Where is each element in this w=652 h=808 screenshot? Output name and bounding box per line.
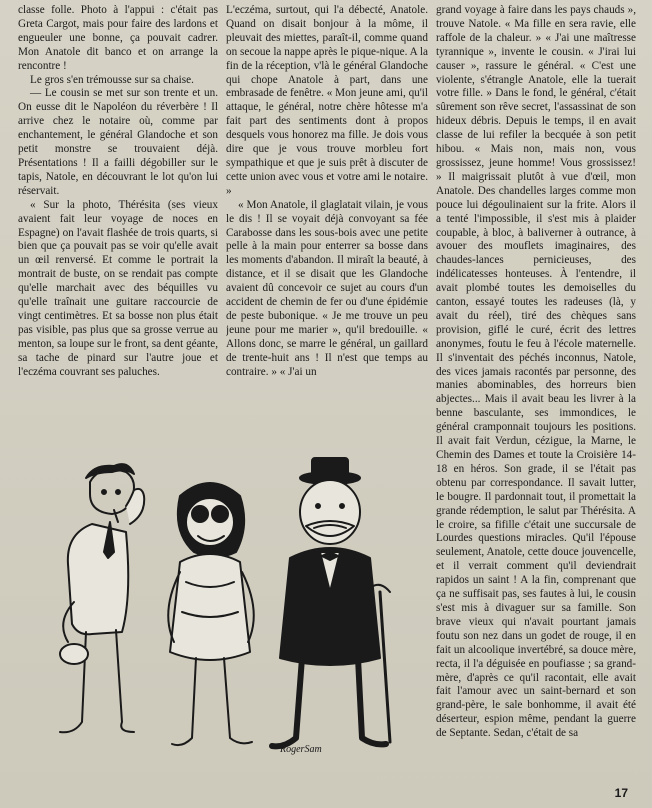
paragraph: classe folle. Photo à l'appui : c'était pas Greta Cargot, mais pour faire des lardons et engueuler une bonne, ça pouvait cadrer. Mon Anatole dit banco et on arrange la rencontre ! (18, 4, 218, 72)
paragraph: « Sur la photo, Thérésita (ses vieux avaient fait leur voyage de noces en Espagne) on l'avait flashée de trois quarts, si bien que ça pouvait pas se voir qu'elle avait un œil renversé. Et comme le portrait la montrait de buste, on se rendait pas compte qu'elle marchait avec des béquilles vu qu'elle traînait une guitare raccourcie de vingt centimètres. Et sa bosse non plus était pas visible, pas plus que sa grosse verrue au menton, sa loupe sur le front, sa dent géante, sa tache de pinard sur l'autre joue et l'eczéma couvrant ses paluches. (18, 198, 218, 378)
paragraph: « Mon Anatole, il glaglatait vilain, je vous le dis ! Il se voyait déjà convoyant sa fée Carabosse dans les sous-bois avec une petite pelle à la main pour enterrer sa bosse dans les moments d'abandon. Il miraît la beauté, à distance, et il se disait que les Glandoche avaient dû concevoir ce sujet au cours d'un accident de chemin de fer ou d'une épidémie de peste bubonique. « Je me trouve un peu jeune pour me marier », qu'il bredouille. « Allons donc, se marre le général, un gaillard de trente-huit ans ! Il n'est que temps au contraire. » « J'ai un (226, 198, 428, 378)
girl-figure (168, 483, 254, 745)
paragraph: Le gros s'en trémousse sur sa chaise. (30, 73, 194, 86)
page-number: 17 (614, 786, 628, 800)
paragraph: — Le cousin se met sur son trente et un. On eusse dit le Napoléon du réverbère ! Il arrive chez le notaire où, comme par enchantement, le général Glandoche et son petit monstre se trouvaient déjà. Présentations ! Il a failli dégobiller sur le tapis, Natole, en découvrant le lot qu'on lui réservait. (18, 87, 218, 197)
cartoon-illustration (30, 452, 410, 772)
general-figure (272, 458, 390, 746)
young-man-figure (60, 464, 144, 732)
text-column-1 (18, 4, 218, 464)
text-column-2 (226, 4, 428, 464)
paragraph: L'eczéma, surtout, qui l'a débecté, Anatole. Quand on disait bonjour à la môme, il pleuvait des miettes, paraît-il, comme quand on secoue la nappe après le pique-nique. A la fin de la réception, v'là le général Glandoche qui chope Anatole à part, dans une embrasade de fenêtre. « Mon jeune ami, qu'il attaque, le général, notre chère hôtesse m'a fait part des sentiments dont à propos desquels vous honorez ma fille. Je dois vous dire que je vous trouve morbleu fort sympathique et que je suis prêt à discuter de cette union avec vous et votre ami le notaire. » (226, 4, 428, 197)
artist-signature: RogerSam (280, 744, 322, 755)
paragraph: grand voyage à faire dans les pays chauds », trouve Natole. « Ma fille en sera ravie, elle raffole de la chaleur. » « J'ai une maîtresse tyrannique », invente le cousin. « J'irai lui causer », rassure le général. « C'est une violente, s'étrangle Anatole, elle la tuerait votre fille. » Dans le fond, le général, c'était sûrement son rêve secret, l'assassinat de son hideux débris. Depuis le temps, il en avait classe de lui refiler la becquée à son petit hibou. « Mais non, mais non, vous grossissez, jeune homme! Vous grossissez! » Il maigrissait plutôt à vue d'œil, mon Anatole. Des chandelles larges comme mon pouce lui dégoulinaient sur la frite. Alors il a tenté l'impossible, il s'est mis à plaider coupable, à bloc, à baliverner à outrance, à avouer des mouflets imaginaires, des chaudes-lances pernicieuses, des indélicatesses honteuses. À l'entendre, il avait plombé toutes les demoiselles du canton, essayé toutes les radeuses (là, y avait du réel), tiré des chèques sans provision, giflé le curé, écrit des lettres anonymes, foutu le feu à l'école maternelle. Il s'inventait des péchés inconnus, Natole, des vices jamais racontés par personne, des manies abominables, des horreurs bien abjectes... Mais il avait beau les livrer à la benne basculante, ses immondices, le général cramponnait toujours les positions. Il avait fait Verdun, cézigue, la Marne, le Chemin des Dames et toute la Croisière 14-18 en héros. Son grade, il se l'était pas obtenu par correspondance. Il savait lutter, le bougre. Il pardonnait tout, il promettait la grande rédemption, le salut par Thérésita. A le croire, sa fifille c'était une succursale de Lourdes questions miracles. Qu'il l'épouse seulement, Anatole, cette douce jouvencelle, et il verrait comment qu'il deviendrait rapidos un saint ! A la fin, comprenant que ça ne suffisait pas, ses fautes à lui, le cousin s'est mis à divaguer sur sa famille. Son brave vieux qui n'avait pourtant jamais foutu son nez dans un godet de rouge, il en fait un alcoolique invertébré, sa douce mère, recta, il l'a déguisée en poufiasse ; sa grand-mère, d'après ce qu'il racontait, elle avait fait l'amour avec un saint-bernard et son grand-père, le sale bonhomme, il avait été déserteur, espion même, pendant la guerre de Septante. Sedan, c'était de sa (436, 4, 636, 740)
text-column-3 (436, 4, 636, 784)
